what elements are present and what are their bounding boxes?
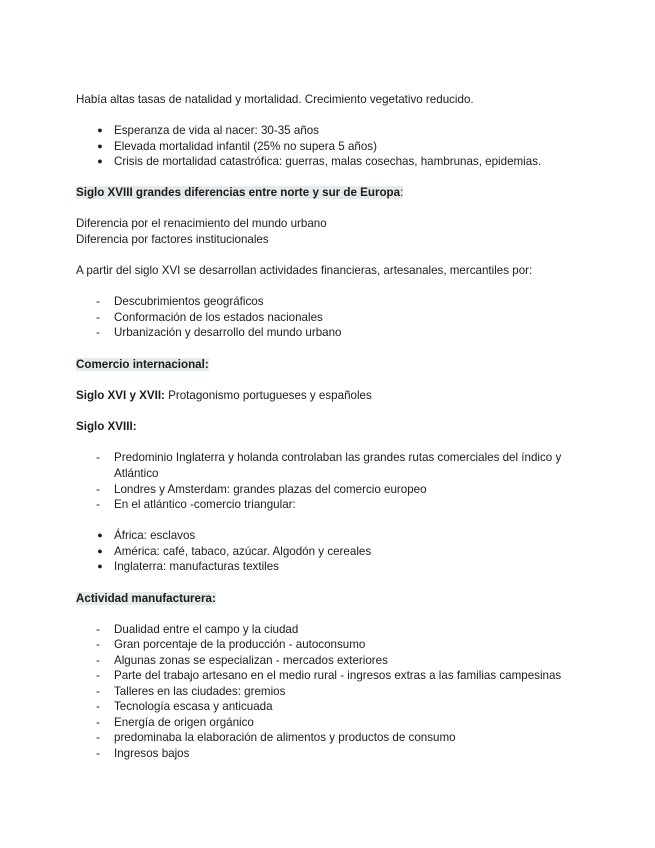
list-item: Londres y Amsterdam: grandes plazas del comercio europeo: [114, 483, 427, 496]
dash-marker: -: [96, 451, 100, 464]
dash-marker: -: [96, 498, 100, 511]
list-item: En el atlántico -comercio triangular:: [114, 498, 296, 511]
heading-text: Comercio internacional:: [76, 358, 209, 371]
paragraph-a-partir: A partir del siglo XVI se desarrollan actividades financieras, artesanales, mercantiles por:: [76, 264, 533, 277]
intro-paragraph: Había altas tasas de natalidad y mortalidad. Crecimiento vegetativo reducido.: [76, 93, 474, 106]
dash-marker: -: [96, 669, 100, 682]
dash-marker: -: [96, 700, 100, 713]
dash-marker: -: [96, 685, 100, 698]
list-item: Urbanización y desarrollo del mundo urbano: [114, 326, 342, 339]
dash-marker: -: [96, 295, 100, 308]
list-item: Dualidad entre el campo y la ciudad: [114, 623, 299, 636]
heading-text: Actividad manufacturera:: [76, 592, 216, 605]
heading-siglo-xviii-europa: [76, 185, 403, 200]
paragraph-siglo-xvi-xvii: [76, 388, 372, 403]
list-item: Gran porcentaje de la producción - autoconsumo: [114, 638, 366, 651]
list-item: Crisis de mortalidad catastrófica: guerras, malas cosechas, hambrunas, epidemias.: [114, 155, 542, 168]
dash-marker: -: [96, 716, 100, 729]
list-item: Algunas zonas se especializan - mercados exteriores: [114, 654, 388, 667]
dash-marker: -: [96, 326, 100, 339]
dash-marker: -: [96, 654, 100, 667]
list-item: Talleres en las ciudades: gremios: [114, 685, 286, 698]
heading-text: Siglo XVIII grandes diferencias entre norte y sur de Europa: [76, 186, 401, 199]
text-protagonismo: Protagonismo portugueses y españoles: [164, 389, 372, 402]
dash-marker: -: [96, 311, 100, 324]
heading-siglo-xviii: Siglo XVIII:: [76, 420, 137, 433]
heading-colon: :: [400, 186, 404, 199]
dash-marker: -: [96, 483, 100, 496]
list-item: África: esclavos: [114, 529, 196, 542]
bullet-marker: ●: [97, 530, 103, 540]
list-item: Ingresos bajos: [114, 747, 190, 760]
list-item: Inglaterra: manufacturas textiles: [114, 560, 279, 573]
list-item: Tecnología escasa y anticuada: [114, 700, 273, 713]
dash-marker: -: [96, 623, 100, 636]
heading-comercio-internacional: [76, 357, 209, 372]
paragraph-diferencia-2: Diferencia por factores institucionales: [76, 233, 269, 246]
list-item: Elevada mortalidad infantil (25% no supera 5 años): [114, 140, 377, 153]
dash-marker: -: [96, 731, 100, 744]
label-siglo-xvi-xvii: Siglo XVI y XVII:: [76, 389, 165, 402]
bullet-marker: ●: [97, 141, 103, 151]
list-item: América: café, tabaco, azúcar. Algodón y cereales: [114, 545, 372, 558]
dash-marker: -: [96, 638, 100, 651]
dash-marker: -: [96, 747, 100, 760]
bullet-marker: ●: [97, 546, 103, 556]
list-item: Parte del trabajo artesano en el medio rural - ingresos extras a las familias campesinas: [114, 669, 562, 682]
bullet-marker: ●: [97, 156, 103, 166]
bullet-marker: ●: [97, 125, 103, 135]
paragraph-diferencia-1: Diferencia por el renacimiento del mundo urbano: [76, 217, 327, 230]
heading-actividad-manufacturera: [76, 591, 216, 606]
bullet-marker: ●: [97, 561, 103, 571]
list-item: Conformación de los estados nacionales: [114, 311, 323, 324]
list-item: predominaba la elaboración de alimentos y productos de consumo: [114, 731, 456, 744]
list-item: Descubrimientos geográficos: [114, 295, 264, 308]
list-item: Predominio Inglaterra y holanda controlaban las grandes rutas comerciales del índico y Atlántico: [114, 451, 562, 480]
list-item: Esperanza de vida al nacer: 30-35 años: [114, 124, 319, 137]
list-item: Energía de origen orgánico: [114, 716, 254, 729]
